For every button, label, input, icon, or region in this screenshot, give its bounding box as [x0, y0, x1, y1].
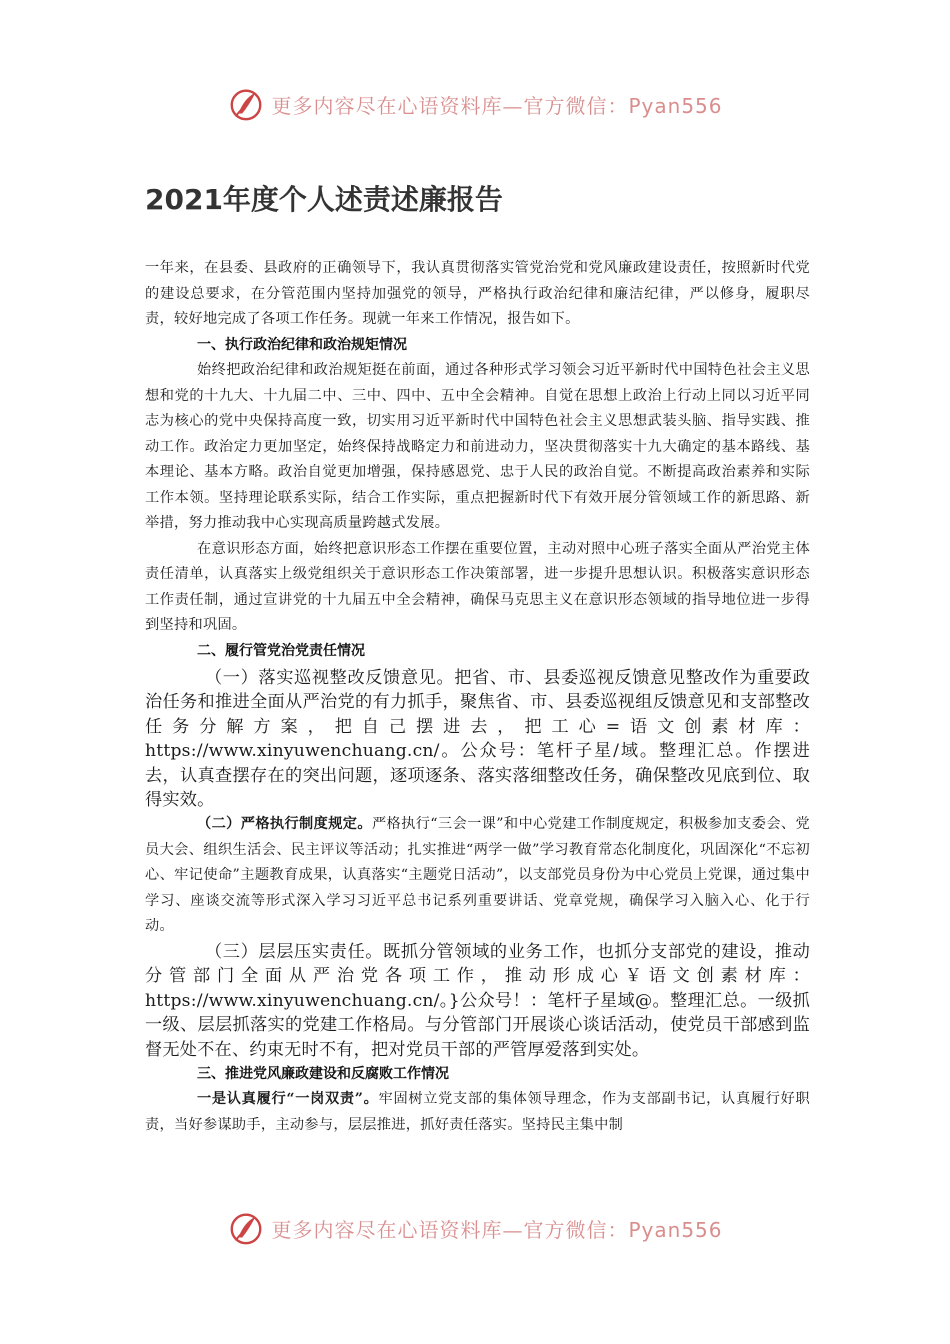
- pen-flame-logo-icon: [227, 1209, 265, 1247]
- watermark-banner-top: [0, 84, 950, 124]
- section-heading-1: 一、执行政治纪律和政治规矩情况: [197, 336, 407, 353]
- intro-paragraph: 一年来，在县委、县政府的正确领导下，我认真贯彻落实管党治党和党风廉政建设责任，按照新时代党的建设总要求，在分管范围内坚持加强党的领导，严格执行政治纪律和廉洁纪律，严以修身，履职尽责，较好地完成了各项工作任务。现就一年来工作情况，报告如下。: [145, 260, 810, 327]
- section-heading-3: 三、推进党风廉政建设和反腐败工作情况: [197, 1065, 449, 1082]
- pen-flame-logo-icon: [227, 85, 265, 123]
- section1-paragraph-1: 始终把政治纪律和政治规矩挺在前面，通过各种形式学习领会习近平新时代中国特色社会主义思想和党的十九大、十九届二中、三中、四中、五中全会精神。自觉在思想上政治上行动上同以习近平同志为核心的党中央保持高度一致，切实用习近平新时代中国特色社会主义思想武装头脑、指导实践、推动工作。政治定力更加坚定，始终保持战略定力和前进动力，坚决贯彻落实十九大确定的基本路线、基本理论、基本方略。政治自觉更加增强，保持感恩党、忠于人民的政治自觉。不断提高政治素养和实际工作本领。坚持理论联系实际，结合工作实际，重点把握新时代下有效开展分管领域工作的新思路、新举措，努力推动我中心实现高质量跨越式发展。: [145, 362, 810, 531]
- section2-item-1: （一）落实巡视整改反馈意见。把省、市、县委巡视反馈意见整改作为重要政治任务和推进全面从严治党的有力抓手，聚焦省、市、县委巡视组反馈意见和支部整改任务分解方案，把自己摆进去，把工心=语文创素材库：https://www.xinyuwenchuang.cn/。公众号：笔杆子星/域。整理汇总。作摆进去，认真查摆存在的突出问题，逐项逐条、落实落细整改任务，确保整改见底到位、取得实效。: [145, 668, 810, 811]
- section3-item-1: [145, 1087, 810, 1138]
- watermark-text: 更多内容尽在心语资料库—官方微信：Pyan556: [271, 1217, 723, 1242]
- document-body: [145, 256, 810, 1138]
- section3-item-1-lead: 一是认真履行“一岗双责”。: [197, 1091, 379, 1108]
- section3-item-1-body: 牢固树立党支部的集体领导理念，作为支部副书记，认真履行好职责，当好参谋助手，主动参与，层层推进，抓好责任落实。坚持民主集中制: [145, 1091, 810, 1133]
- watermark-text: 更多内容尽在心语资料库—官方微信：Pyan556: [271, 93, 723, 118]
- section-heading-2: 二、履行管党治党责任情况: [197, 642, 365, 659]
- section1-paragraph-2: 在意识形态方面，始终把意识形态工作摆在重要位置，主动对照中心班子落实全面从严治党主体责任清单，认真落实上级党组织关于意识形态工作决策部署，进一步提升思想认识。积极落实意识形态工作责任制，通过宣讲党的十九届五中全会精神，确保马克思主义在意识形态领域的指导地位进一步得到坚持和巩固。: [145, 540, 810, 633]
- section2-item-2-body: 严格执行“三会一课”和中心党建工作制度规定，积极参加支委会、党员大会、组织生活会、民主评议等活动；扎实推进“两学一做”学习教育常态化制度化，巩固深化“不忘初心、牢记使命”主题教育成果，认真落实“主题党日活动”，以支部党员身份为中心党员上党课，通过集中学习、座谈交流等形式深入学习习近平总书记系列重要讲话、党章党规，确保学习入脑入心、化于行动。: [145, 816, 810, 935]
- watermark-banner-bottom: [0, 1208, 950, 1248]
- section2-item-2: [145, 812, 810, 940]
- section2-item-2-lead: （二）严格执行制度规定。: [197, 816, 372, 833]
- section2-item-3: （三）层层压实责任。既抓分管领域的业务工作，也抓分支部党的建设，推动分管部门全面从严治党各项工作，推动形成心￥语文创素材库：https://www.xinyuwenchuang.cn/。}公众号！：笔杆子星域@。整理汇总。一级抓一级、层层抓落实的党建工作格局。与分管部门开展谈心谈话活动，使党员干部感到监督无处不在、约束无时不有，把对党员干部的严管厚爱落到实处。: [145, 941, 810, 1060]
- document-title: 2021年度个人述责述廉报告: [145, 183, 503, 216]
